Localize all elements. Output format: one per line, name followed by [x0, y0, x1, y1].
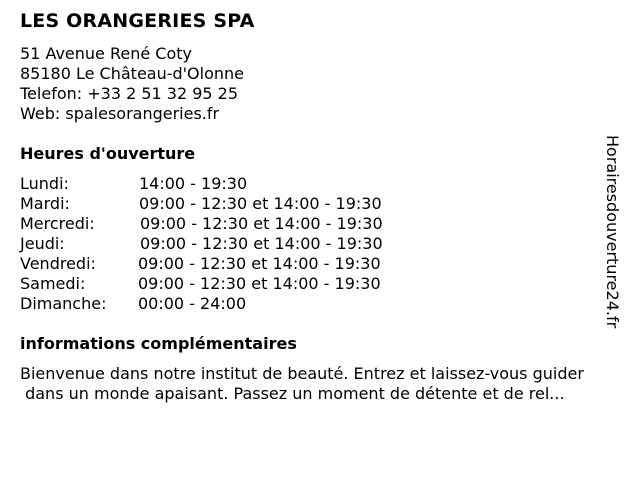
day-label: Lundi:: [20, 174, 69, 193]
time-range: 09:00 - 12:30 et 14:00 - 19:30: [140, 234, 383, 253]
time-range: 09:00 - 12:30 et 14:00 - 19:30: [138, 274, 381, 293]
address-line-1: 51 Avenue René Coty: [20, 44, 192, 63]
time-range: 09:00 - 12:30 et 14:00 - 19:30: [139, 194, 382, 213]
day-label: Dimanche:: [20, 294, 107, 313]
time-range: 09:00 - 12:30 et 14:00 - 19:30: [138, 254, 381, 273]
description-line-1: Bienvenue dans notre institut de beauté. Entrez et laissez-vous guider: [20, 364, 584, 383]
website: Web: spalesorangeries.fr: [20, 104, 220, 123]
day-label: Vendredi:: [20, 254, 96, 273]
info-heading: informations complémentaires: [20, 334, 297, 353]
business-name: LES ORANGERIES SPA: [20, 10, 255, 32]
address-line-2: 85180 Le Château-d'Olonne: [20, 64, 245, 83]
day-label: Mardi:: [20, 194, 70, 213]
description: [20, 364, 584, 404]
time-range: 00:00 - 24:00: [138, 294, 247, 313]
day-label: Mercredi:: [20, 214, 95, 233]
day-label: Jeudi:: [20, 234, 65, 253]
day-label: Samedi:: [20, 274, 86, 293]
time-range: 09:00 - 12:30 et 14:00 - 19:30: [140, 214, 383, 233]
watermark: Horairesdouverture24.fr: [603, 135, 622, 329]
hours-heading: Heures d'ouverture: [20, 144, 196, 163]
description-line-2: dans un monde apaisant. Passez un moment de détente et de rel...: [20, 384, 565, 403]
phone-number: Telefon: +33 2 51 32 95 25: [20, 84, 239, 103]
time-range: 14:00 - 19:30: [139, 174, 248, 193]
business-contact: [20, 44, 244, 124]
